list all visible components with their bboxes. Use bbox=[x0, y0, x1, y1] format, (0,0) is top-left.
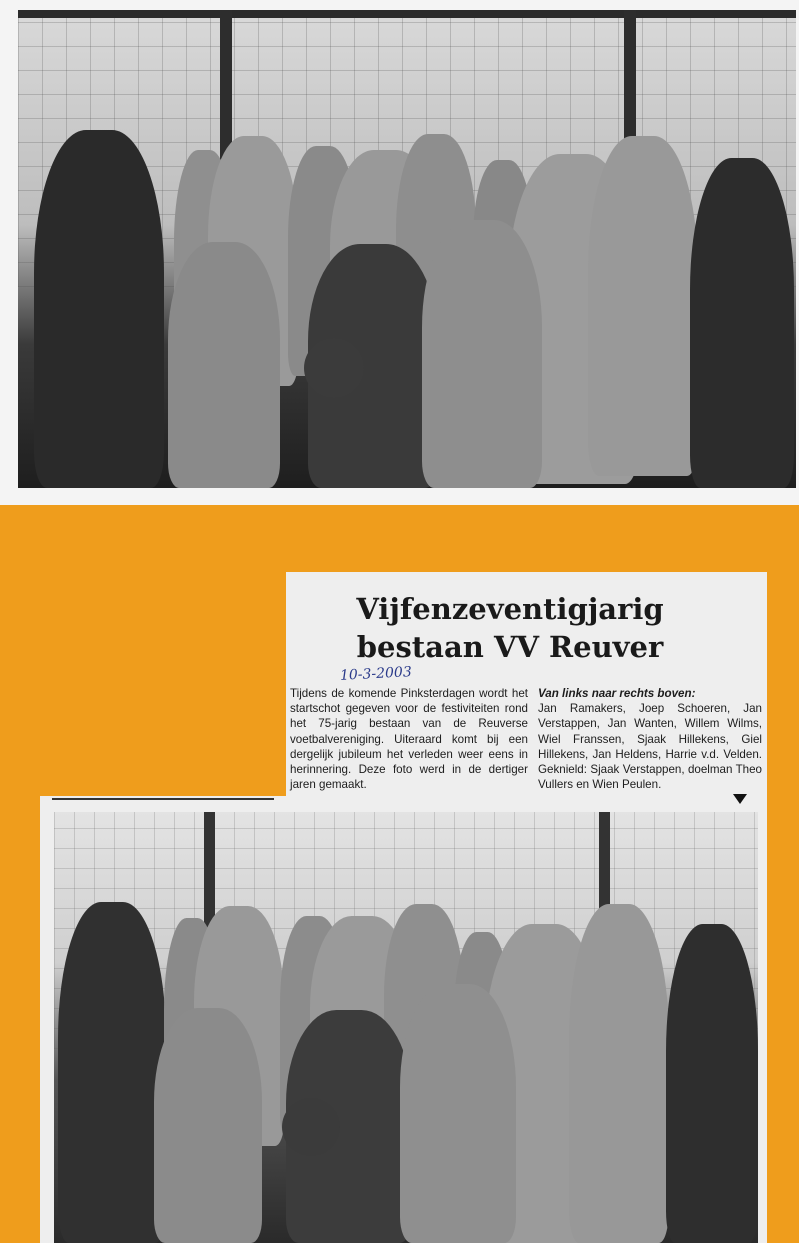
handwritten-date: 10-3-2003 bbox=[339, 664, 413, 684]
team-photo-image bbox=[18, 10, 796, 488]
caption-names: Jan Ramakers, Joep Schoeren, Jan Verstappen, Jan Wanten, Willem Wilms, Wiel Franssen, Sjaak Hillekens, Giel Hillekens, Jan Heldens, Harrie v.d. Velden. Geknield: Sjaak Verstappen, doelman Theo Vullers en Wien Peulen. bbox=[538, 702, 762, 792]
article-body: Tijdens de komende Pinksterdagen wordt het startschot gegeven voor de festiviteiten rond het 75-jarig bestaan van de Reuverse voetbalvereniging. Uiteraard komt bij een dergelijk jubileum het verleden weer eens in herinnering. Deze foto werd in de dertiger jaren gemaakt. bbox=[290, 687, 528, 792]
photo-caption bbox=[538, 686, 762, 792]
team-silhouettes-clipping bbox=[54, 812, 758, 1243]
team-photo-top bbox=[0, 0, 799, 505]
headline-line-2: bestaan VV Reuver bbox=[356, 630, 664, 664]
end-triangle-icon bbox=[733, 794, 747, 804]
headline bbox=[290, 590, 730, 666]
team-photo-clipping bbox=[54, 812, 758, 1243]
team-silhouettes bbox=[18, 10, 796, 488]
headline-line-1: Vijfenzeventigjarig bbox=[356, 592, 664, 626]
caption-heading: Van links naar rechts boven: bbox=[538, 687, 696, 700]
column-rule bbox=[52, 798, 274, 800]
